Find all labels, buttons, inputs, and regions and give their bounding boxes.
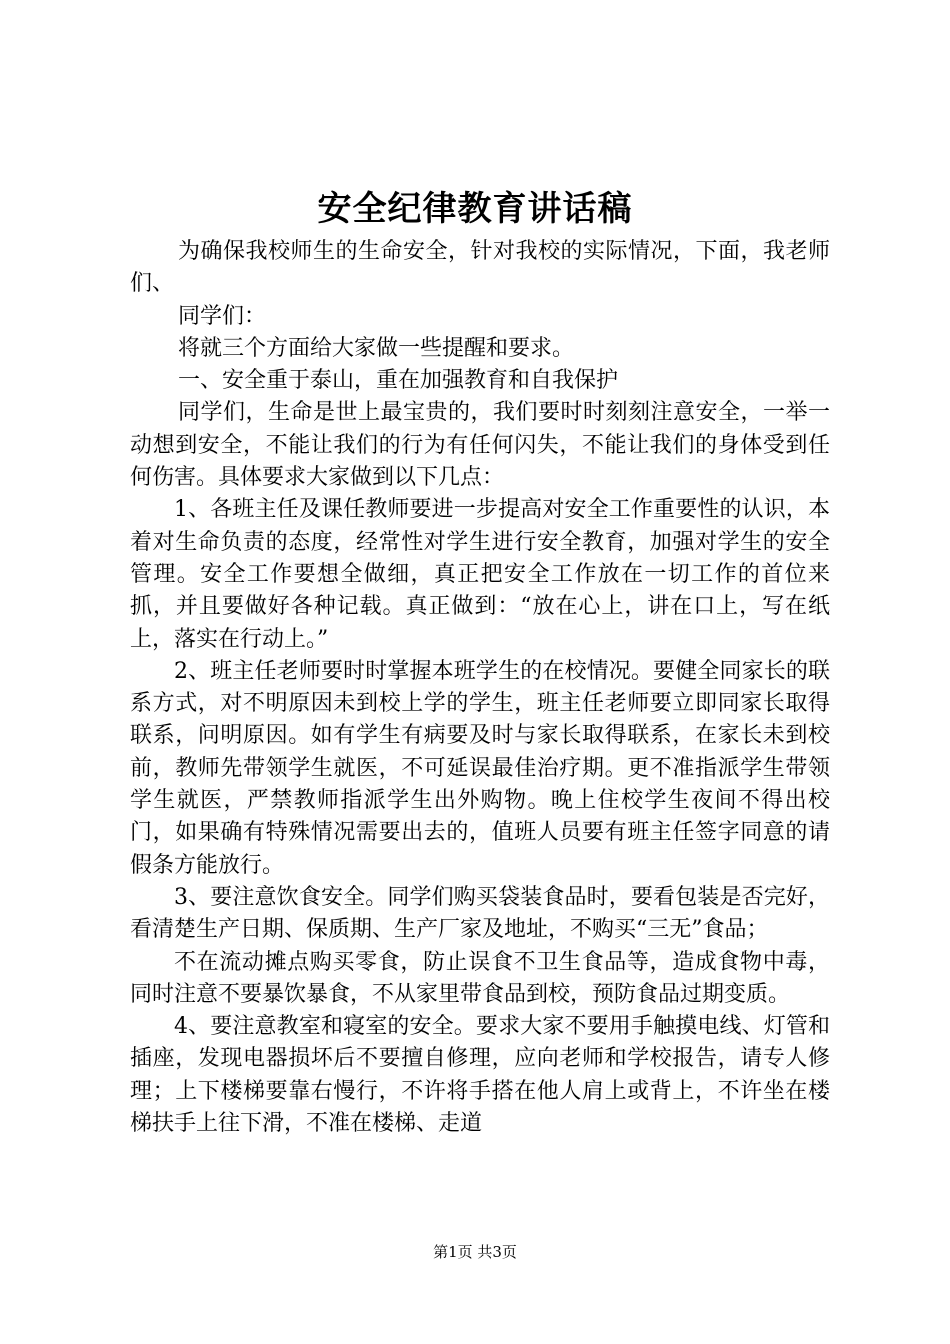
document-title: 安全纪律教育讲话稿	[317, 189, 633, 229]
paragraph-intro: 为确保我校师生的生命安全，针对我校的实际情况，下面，我老师们、	[130, 239, 830, 297]
paragraph-item-1: 1、各班主任及课任教师要进一步提高对安全工作重要性的认识，本着对生命负责的态度，经常性对学生进行安全教育，加强对学生的安全管理。安全工作要想全做细，真正把安全工作放在一切工作的首位来抓，并且要做好各种记载。真正做到：“放在心上，讲在口上，写在纸上，落实在行动上。”	[130, 497, 830, 652]
paragraph-item-4: 4、要注意教室和寝室的安全。要求大家不要用手触摸电线、灯管和插座，发现电器损坏后不要擅自修理，应向老师和学校报告，请专人修理；上下楼梯要靠右慢行，不许将手搭在他人肩上或背上，不许坐在楼梯扶手上往下滑，不准在楼梯、走道	[130, 1014, 830, 1137]
page-footer: 第1页 共3页	[433, 1243, 517, 1261]
paragraph-greeting: 同学们：	[178, 303, 267, 329]
paragraph-item-3-continued: 不在流动摊点购买零食，防止误食不卫生食品等，造成食物中毒，同时注意不要暴饮暴食，不从家里带食品到校，预防食品过期变质。	[130, 949, 830, 1007]
document-body	[130, 236, 830, 1140]
paragraph-item-2: 2、班主任老师要时时掌握本班学生的在校情况。要健全同家长的联系方式，对不明原因未到校上学的学生，班主任老师要立即同家长取得联系，问明原因。如有学生有病要及时与家长取得联系，在家长未到校前，教师先带领学生就医，不可延误最佳治疗期。更不准指派学生带领学生就医，严禁教师指派学生出外购物。晚上住校学生夜间不得出校门，如果确有特殊情况需要出去的，值班人员要有班主任签字同意的请假条方能放行。	[130, 658, 830, 878]
section-heading-1: 一、安全重于泰山，重在加强教育和自我保护	[178, 368, 619, 394]
paragraph-overview: 将就三个方面给大家做一些提醒和要求。	[178, 335, 575, 361]
paragraph-section-1-intro: 同学们，生命是世上最宝贵的，我们要时时刻刻注意安全，一举一动想到安全，不能让我们的行为有任何闪失，不能让我们的身体受到任何伤害。具体要求大家做到以下几点：	[130, 400, 830, 491]
paragraph-item-3: 3、要注意饮食安全。同学们购买袋装食品时，要看包装是否完好，看清楚生产日期、保质期、生产厂家及地址，不购买“三无”食品；	[130, 884, 830, 943]
